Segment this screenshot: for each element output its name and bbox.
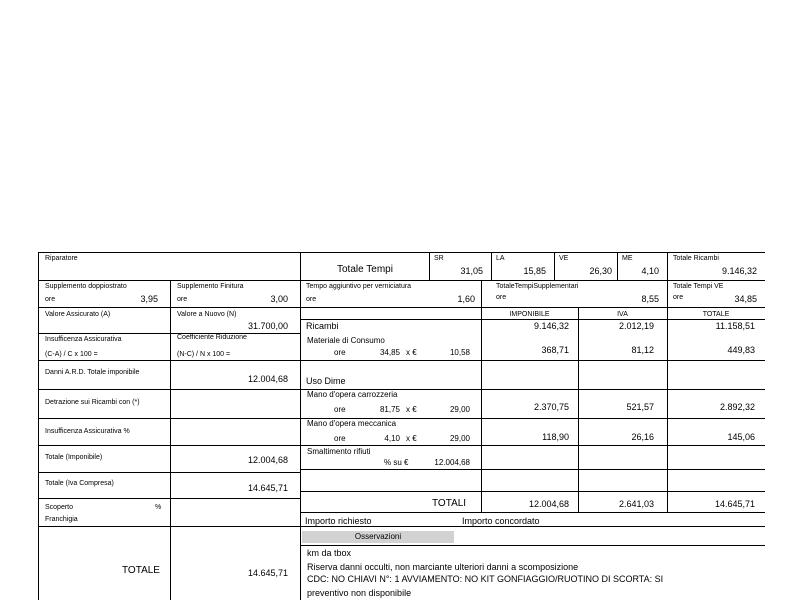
consumables-total: 449,83 [727,345,755,355]
parts-row-label: Ricambi [306,321,339,331]
waste-disposal-perc-label: % su € [384,458,409,467]
bodywork-taxable: 2.370,75 [533,402,569,412]
observation-line: km da tbox [307,548,352,558]
total-parts-value: 9.146,32 [721,266,757,276]
rule-top [38,252,765,253]
double-layer-value: 3,95 [140,294,158,304]
rule [300,491,765,492]
finishing-unit: ore [177,296,188,303]
bodywork-labor-label: Mano d'opera carrozzeria [307,390,398,399]
consumables-taxable: 368,71 [541,345,569,355]
la-value: 15,85 [523,266,546,276]
bodywork-total: 2.892,32 [719,402,755,412]
rule [300,252,301,600]
double-layer-supplement-label: Supplemento doppiostrato [45,283,127,290]
grand-total-label: TOTALE [122,565,160,576]
col-vat-header: IVA [617,311,628,318]
insurance-shortfall-perc-label: Insufficenza Assicurativa % [45,428,130,435]
consumables-hours-label: ore [334,348,346,357]
new-value-label: Valore a Nuovo (N) [177,311,237,318]
supplementary-value: 8,55 [641,294,659,304]
deductible-label: Franchigia [45,516,78,523]
paint-times-value: 34,85 [734,294,757,304]
rule [38,472,300,473]
reduction-coefficient-label: Coefficiente Riduzione [177,334,247,341]
col-taxable-header: IMPONIBILE [509,311,550,318]
total-taxable-label: Totale (Imponibile) [45,454,103,461]
double-layer-unit: ore [45,296,56,303]
rule [38,526,765,527]
rule [38,445,765,446]
consumables-rate: 10,58 [449,348,470,357]
totals-vat: 2.641,03 [618,499,654,509]
paint-times-unit: ore [673,294,684,301]
bodywork-rate: 29,00 [449,405,470,414]
total-taxable-value: 12.004,68 [247,455,288,465]
insurance-shortfall-label: Insufficenza Assicurativa [45,336,122,343]
mechanical-labor-label: Mano d'opera meccanica [307,419,397,428]
mechanical-vat: 26,16 [631,432,654,442]
reduction-coefficient-formula: (N-C) / N x 100 = [177,351,231,358]
extra-paint-unit: ore [306,296,317,303]
totals-total: 14.645,71 [714,499,755,509]
rule [300,319,765,320]
bodywork-x-label: x € [406,405,417,414]
total-parts-label: Totale Ricambi [673,255,719,262]
me-label: ME [622,255,633,262]
parts-taxable: 9.146,32 [533,321,569,331]
requested-amount-label: Importo richiesto [305,516,372,526]
ard-damage-label: Danni A.R.D. Totale imponibile [45,369,140,376]
mechanical-rate: 29,00 [449,434,470,443]
rule [300,545,765,546]
parts-vat: 2.012,19 [618,321,654,331]
finishing-value: 3,00 [270,294,288,304]
ard-damage-value: 12.004,68 [247,374,288,384]
rule [38,333,300,334]
supplementary-unit: ore [496,294,507,301]
bodywork-hours: 81,75 [379,405,400,414]
repairer-label: Riparatore [45,255,78,262]
rule [38,360,765,361]
mechanical-x-label: x € [406,434,417,443]
observations-header: Osservazioni [354,532,402,541]
agreed-amount-label: Importo concordato [462,516,540,526]
col-total-header: TOTALE [702,311,730,318]
totals-taxable: 12.004,68 [528,499,569,509]
rule [170,280,171,600]
parts-total: 11.158,51 [715,321,755,331]
paint-times-label: Totale Tempi VE [673,283,724,290]
me-value: 4,10 [641,266,659,276]
extra-paint-time-label: Tempo aggiuntivo per verniciatura [306,283,412,290]
mechanical-taxable: 118,90 [542,432,569,442]
sr-value: 31,05 [460,266,483,276]
uncovered-unit: % [155,504,162,511]
total-vat-included-label: Totale (Iva Compresa) [45,480,114,487]
uncovered-label: Scoperto [45,504,74,511]
rule [38,280,765,281]
dies-row-label: Uso Dime [306,376,346,386]
grand-total-value: 14.645,71 [247,568,288,578]
rule [38,498,300,499]
observations-header-bar [302,531,454,543]
observation-line: CDC: NO CHIAVI N°: 1 AVVIAMENTO: NO KIT GONFIAGGIO/RUOTINO DI SCORTA: SI [307,574,664,584]
rule [38,418,765,419]
waste-disposal-label: Smaltimento rifiuti [307,447,371,456]
mechanical-total: 145,06 [727,432,755,442]
total-times-label: Totale Tempi [337,264,393,275]
rule [38,307,765,308]
observation-line: preventivo non disponibile [307,588,412,598]
totals-label: TOTALI [432,498,467,509]
new-value: 31.700,00 [247,321,288,331]
consumables-hours: 34,85 [379,348,400,357]
finishing-supplement-label: Supplemento Finitura [177,283,244,290]
rule [481,280,482,307]
consumables-x-label: x € [406,348,417,357]
parts-deduction-label: Detrazione sui Ricambi con (*) [45,399,140,406]
insurance-shortfall-formula: (C-A) / C x 100 = [45,351,98,358]
consumables-vat: 81,12 [631,345,654,355]
observation-line: Riserva danni occulti, non marciante ulteriori danni a scomposizione [307,562,579,572]
la-label: LA [496,255,505,262]
bodywork-hours-label: ore [334,405,346,414]
ve-value: 26,30 [589,266,612,276]
sr-label: SR [434,255,444,262]
supplementary-times-label: TotaleTempiSupplementari [496,283,579,290]
waste-disposal-base: 12.004,68 [434,458,470,467]
rule-left [38,252,39,600]
insured-value-label: Valore Assicurato (A) [45,311,111,318]
mechanical-hours: 4,10 [384,434,400,443]
rule [300,512,765,513]
ve-label: VE [559,255,569,262]
mechanical-hours-label: ore [334,434,346,443]
rule [300,469,765,470]
consumables-label: Materiale di Consumo [307,336,385,345]
extra-paint-value: 1,60 [457,294,475,304]
bodywork-vat: 521,57 [626,402,654,412]
total-vat-included-value: 14.645,71 [247,483,288,493]
rule [667,252,668,307]
rule [38,389,765,390]
